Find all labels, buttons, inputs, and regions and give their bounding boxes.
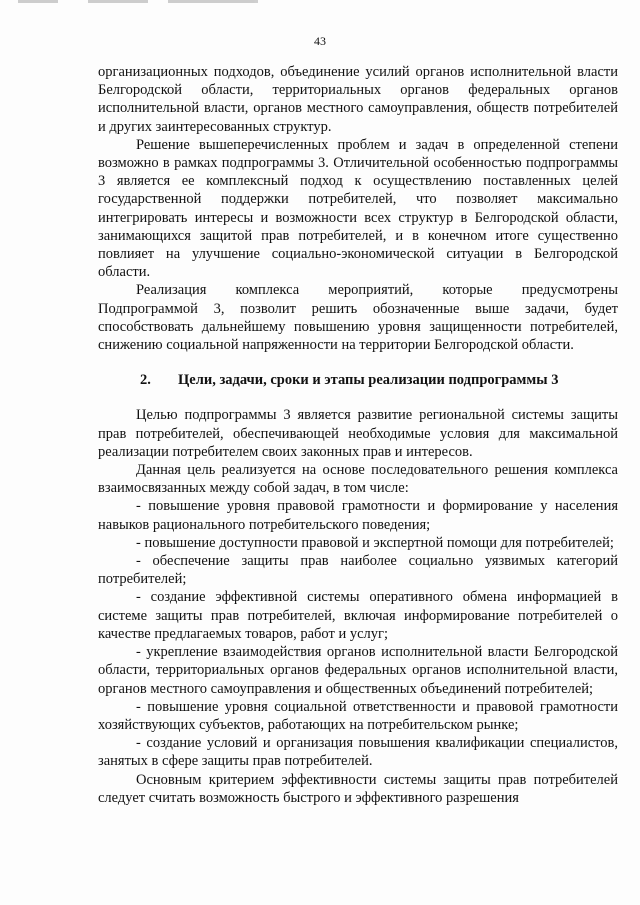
task-item: - создание эффективной системы оперативного обмена информацией в системе защиты прав потребителей, включая информирование потребителей о качестве предлагаемых товаров, работ и услуг; (98, 589, 618, 642)
paragraph-criterion: Основным критерием эффективности системы защиты прав потребителей следует считать возможность быстрого и эффективного разрешения (98, 771, 618, 806)
task-item: - повышение уровня правовой грамотности и формирование у населения навыков рационального потребительского поведения; (98, 498, 618, 533)
task-item: - создание условий и организация повышения квалификации специалистов, занятых в сфере защиты прав потребителей. (98, 735, 618, 770)
paragraph-goal: Целью подпрограммы 3 является развитие региональной системы защиты прав потребителей, обеспечивающей необходимые условия для максимальной реализации потребителем своих законных прав и интересов. (98, 407, 618, 460)
paragraph-tasks-intro: Данная цель реализуется на основе последовательного решения комплекса взаимосвязанных между собой задач, в том числе: (98, 462, 618, 497)
task-item: - повышение уровня социальной ответственности и правовой грамотности хозяйствующих субъектов, работающих на потребительском рынке; (98, 698, 618, 733)
task-item: - обеспечение защиты прав наиболее социально уязвимых категорий потребителей; (98, 553, 618, 588)
section-heading (98, 371, 618, 389)
section-number: 2. (140, 372, 151, 389)
paragraph-implementation: Реализация комплекса мероприятий, которые предусмотрены Подпрограммой 3, позволит решить обозначенные выше задачи, будет способствовать дальнейшему повышению уровня защищенности потребителей, снижению социальной напряженности на территории Белгородской области. (98, 282, 618, 354)
scan-edge-marks (18, 0, 268, 5)
page-number: 43 (314, 34, 326, 48)
paragraph-problem-solution: Решение вышеперечисленных проблем и задач в определенной степени возможно в рамках подпрограммы 3. Отличительной особенностью подпрограммы 3 является ее комплексный подход к осуществлению поставленных целей государственной поддержки потребителей, что позволяет максимально интегрировать интересы и возможности всех структур в Белгородской области, занимающихся защитой прав потребителей, и в конечном итоге существенно повлияет на улучшение социально-экономической ситуации в Белгородской области. (98, 136, 618, 281)
section-title: Цели, задачи, сроки и этапы реализации подпрограммы 3 (178, 372, 559, 389)
document-body (98, 63, 618, 807)
task-item: - укрепление взаимодействия органов исполнительной власти Белгородской области, территориальных органов федеральных органов исполнительной власти, органов местного самоуправления и общественных объединений потребителей; (98, 644, 618, 697)
task-item: - повышение доступности правовой и экспертной помощи для потребителей; (136, 534, 614, 551)
paragraph-continuation: организационных подходов, объединение усилий органов исполнительной власти Белгородской области, территориальных органов федеральных органов исполнительной власти, органов местного самоуправления, обществ потребителей и других заинтересованных структур. (98, 64, 618, 135)
